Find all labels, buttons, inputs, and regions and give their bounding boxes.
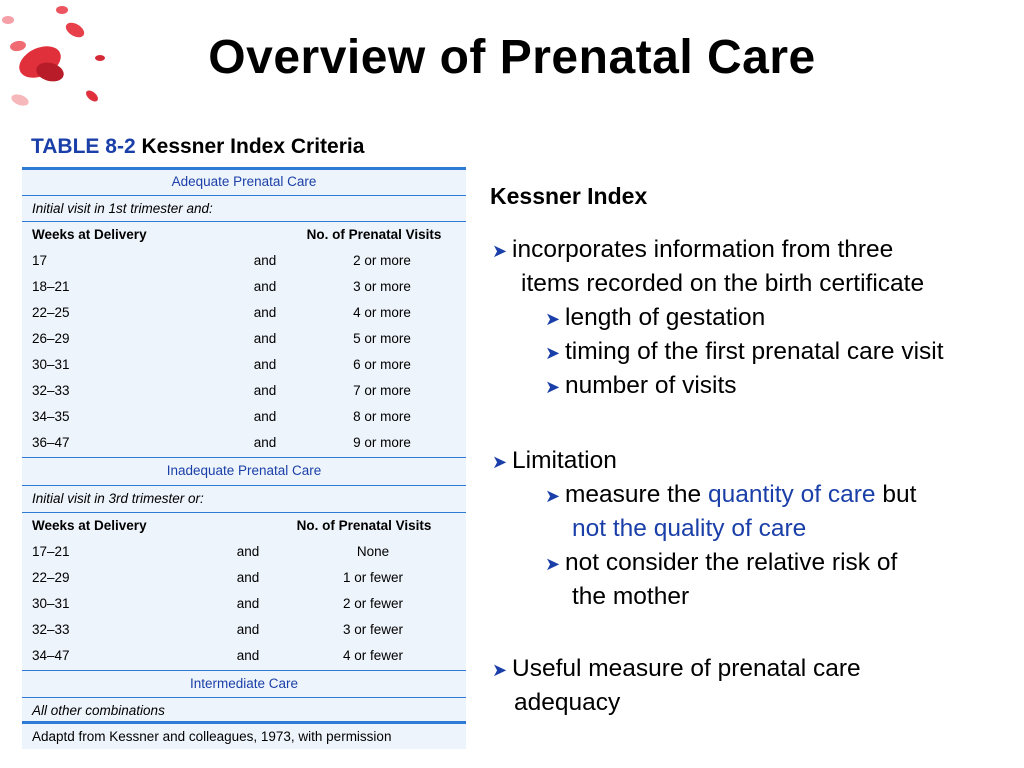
table-row <box>22 430 466 456</box>
kessner-heading: Kessner Index <box>490 183 648 209</box>
and-cell: and <box>236 570 260 585</box>
sub-bullet-visits <box>545 372 737 400</box>
visits-cell: 6 or more <box>353 357 411 372</box>
table-caption <box>31 135 364 159</box>
visits-cell: 2 or more <box>353 253 411 268</box>
weeks-cell: 32–33 <box>32 622 70 637</box>
kessner-table <box>22 167 466 749</box>
bullet-2 <box>492 447 617 475</box>
visits-cell: 3 or more <box>353 279 411 294</box>
weeks-cell: 30–31 <box>32 357 70 372</box>
arrow-bullet-icon: ➤ <box>492 660 508 680</box>
weeks-cell: 18–21 <box>32 279 70 294</box>
table-row <box>22 352 466 378</box>
and-cell: and <box>253 331 277 346</box>
weeks-cell: 34–35 <box>32 409 70 424</box>
arrow-bullet-icon: ➤ <box>545 554 561 574</box>
inadequate-header-row <box>22 513 466 539</box>
weeks-cell: 22–25 <box>32 305 70 320</box>
visits-cell: 4 or more <box>353 305 411 320</box>
weeks-cell: 26–29 <box>32 331 70 346</box>
table-row <box>22 378 466 404</box>
adequate-note: Initial visit in 1st trimester and: <box>32 201 213 216</box>
intermediate-section-title: Intermediate Care <box>189 676 299 691</box>
and-cell: and <box>253 305 277 320</box>
and-cell: and <box>253 279 277 294</box>
visits-cell: 1 or fewer <box>342 570 404 585</box>
weeks-cell: 30–31 <box>32 596 70 611</box>
table-row <box>22 591 466 617</box>
quantity-of-care-text: quantity of care <box>708 481 876 508</box>
table-row <box>22 274 466 300</box>
visits-cell: 5 or more <box>353 331 411 346</box>
sub-bullet-risk-cont: the mother <box>572 583 690 610</box>
bullet-3-text: Useful measure of prenatal care <box>512 655 861 682</box>
table-caption-label: TABLE 8-2 <box>31 135 136 158</box>
bullet-3 <box>492 655 861 683</box>
sub-bullet-quantity <box>545 481 916 509</box>
sub-bullet-text: length of gestation <box>565 304 766 331</box>
arrow-bullet-icon: ➤ <box>545 486 561 506</box>
and-cell: and <box>253 383 277 398</box>
visits-cell: 3 or fewer <box>342 622 404 637</box>
arrow-bullet-icon: ➤ <box>545 309 561 329</box>
visits-cell: 4 or fewer <box>342 648 404 663</box>
bullet-1-text: incorporates information from three <box>512 236 894 263</box>
sub-bullet-text: number of visits <box>565 372 737 399</box>
weeks-cell: 36–47 <box>32 435 70 450</box>
visits-cell: 9 or more <box>353 435 411 450</box>
arrow-bullet-icon: ➤ <box>545 377 561 397</box>
inadequate-note: Initial visit in 3rd trimester or: <box>32 491 204 506</box>
weeks-cell: 17 <box>32 253 48 268</box>
and-cell: and <box>253 253 277 268</box>
col-weeks-header: Weeks at Delivery <box>32 518 147 533</box>
adequate-section-title: Adequate Prenatal Care <box>171 174 317 189</box>
table-row <box>22 617 466 643</box>
visits-cell: 7 or more <box>353 383 411 398</box>
not-quality-text: not the quality of care <box>572 515 807 542</box>
bullet-1 <box>492 236 893 264</box>
intermediate-note: All other combinations <box>32 703 165 718</box>
table-row <box>22 326 466 352</box>
sub-bullet-timing <box>545 338 944 366</box>
visits-cell: None <box>356 544 390 559</box>
weeks-cell: 34–47 <box>32 648 70 663</box>
sub-bullet-text: timing of the first prenatal care visit <box>565 338 944 365</box>
slide-title: Overview of Prenatal Care <box>208 31 816 84</box>
and-cell: and <box>236 622 260 637</box>
and-cell: and <box>253 435 277 450</box>
arrow-bullet-icon: ➤ <box>492 241 508 261</box>
table-row <box>22 643 466 669</box>
col-visits-header: No. of Prenatal Visits <box>296 518 432 533</box>
weeks-cell: 22–29 <box>32 570 70 585</box>
inadequate-section-title: Inadequate Prenatal Care <box>166 463 322 478</box>
sub-bullet-text-c: but <box>875 481 917 508</box>
table-row <box>22 539 466 565</box>
table-source-note: Adaptd from Kessner and colleagues, 1973, with permission <box>32 729 392 744</box>
table-row <box>22 248 466 274</box>
bullet-1-cont: items recorded on the birth certificate <box>521 270 925 297</box>
sub-bullet-length <box>545 304 765 332</box>
arrow-bullet-icon: ➤ <box>545 343 561 363</box>
col-weeks-header: Weeks at Delivery <box>32 227 147 242</box>
sub-bullet-text-a: measure the <box>565 481 708 508</box>
and-cell: and <box>236 648 260 663</box>
visits-cell: 8 or more <box>353 409 411 424</box>
table-caption-text: Kessner Index Criteria <box>141 135 365 158</box>
sub-bullet-risk <box>545 549 897 577</box>
bullet-2-text: Limitation <box>512 447 617 474</box>
and-cell: and <box>236 544 260 559</box>
table-row <box>22 404 466 430</box>
weeks-cell: 32–33 <box>32 383 70 398</box>
weeks-cell: 17–21 <box>32 544 70 559</box>
and-cell: and <box>236 596 260 611</box>
table-row <box>22 565 466 591</box>
and-cell: and <box>253 357 277 372</box>
arrow-bullet-icon: ➤ <box>492 452 508 472</box>
sub-bullet-text: not consider the relative risk of <box>565 549 898 576</box>
adequate-header-row <box>22 222 466 248</box>
and-cell: and <box>253 409 277 424</box>
bullet-3-cont: adequacy <box>514 689 621 716</box>
table-row <box>22 300 466 326</box>
col-visits-header: No. of Prenatal Visits <box>306 227 442 242</box>
visits-cell: 2 or fewer <box>342 596 404 611</box>
